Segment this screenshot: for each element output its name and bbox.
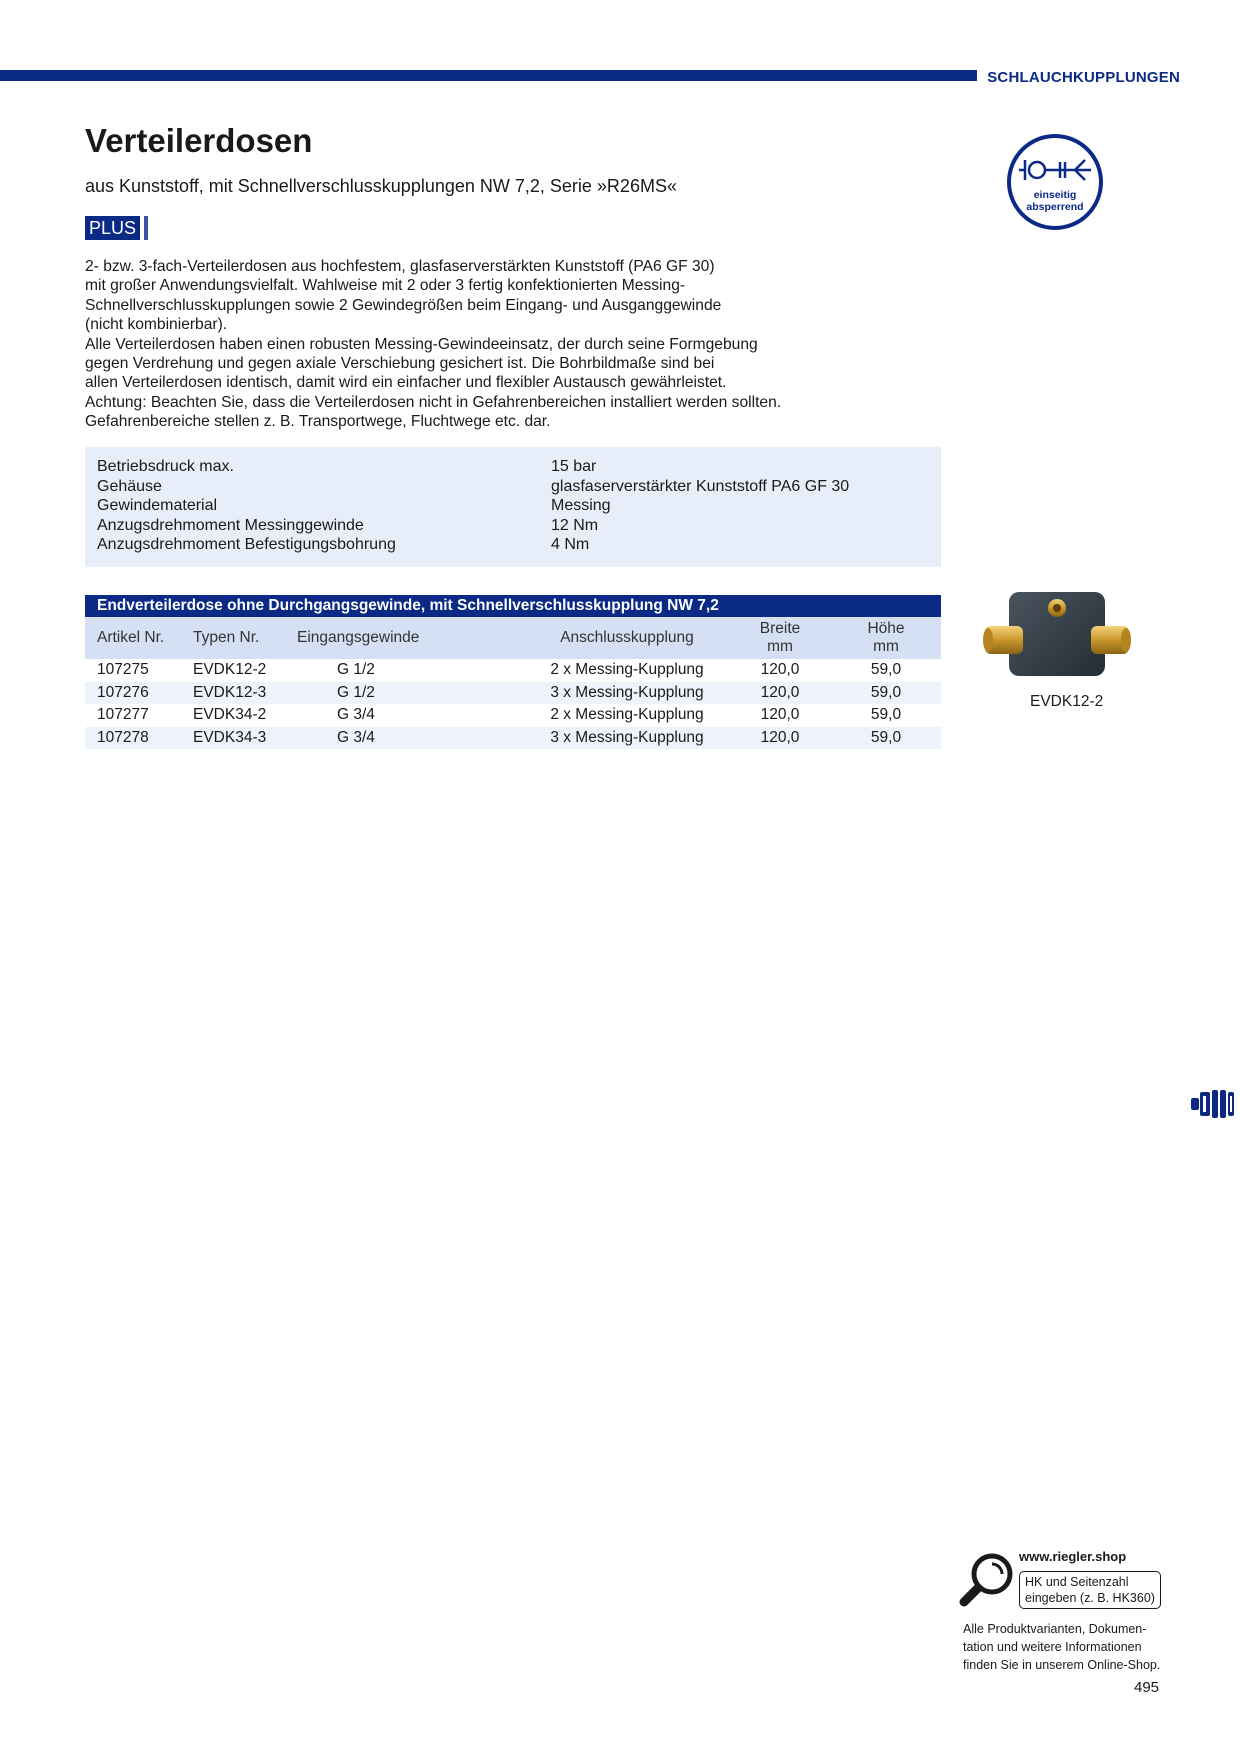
description-line: Gefahrenbereiche stellen z. B. Transportwege, Fluchtwege etc. dar. xyxy=(85,413,551,431)
cell-artikel: 107276 xyxy=(97,683,149,701)
col-artikel: Artikel Nr. xyxy=(97,629,165,646)
spec-label: Gehäuse xyxy=(97,477,162,495)
description-line: Schnellverschlusskupplungen sowie 2 Gewindegrößen beim Eingang- und Ausganggewinde xyxy=(85,296,722,314)
spec-label: Anzugsdrehmoment Befestigungsbohrung xyxy=(97,536,396,553)
col-anschluss: Anschlusskupplung xyxy=(560,629,694,646)
cell-artikel: 107277 xyxy=(97,706,149,724)
col-hoehe-unit: mm xyxy=(873,638,899,655)
spec-row xyxy=(97,457,929,477)
spec-box xyxy=(85,447,941,567)
spec-value: 15 bar xyxy=(551,458,597,475)
section-label: SCHLAUCHKUPPLUNGEN xyxy=(987,69,1180,86)
header-bar xyxy=(0,70,977,81)
shop-info-line: Alle Produktvarianten, Dokumen- xyxy=(963,1622,1147,1636)
description-line: 2- bzw. 3-fach-Verteilerdosen aus hochfestem, glasfaserverstärkten Kunststoff (PA6 GF 30) xyxy=(85,258,715,275)
cell-anschluss: 3 x Messing-Kupplung xyxy=(550,728,704,746)
shop-info-line: finden Sie in unserem Online-Shop. xyxy=(963,1658,1161,1672)
cell-typen: EVDK12-2 xyxy=(193,661,267,679)
shop-url[interactable]: www.riegler.shop xyxy=(1019,1549,1127,1564)
description-line: (nicht kombinierbar). xyxy=(85,316,228,334)
cell-breite: 120,0 xyxy=(760,661,800,679)
description-line: Alle Verteilerdosen haben einen robusten Messing-Gewindeeinsatz, der durch seine Formgebung xyxy=(85,335,758,353)
spec-value: 12 Nm xyxy=(551,516,599,534)
product-table xyxy=(85,595,941,749)
cell-breite: 120,0 xyxy=(760,683,800,701)
spec-row xyxy=(97,496,929,516)
col-eingang: Eingangsgewinde xyxy=(297,629,420,646)
cell-eingang: G 1/2 xyxy=(337,661,375,679)
shop-hint-line: eingeben (z. B. HK360) xyxy=(1025,1591,1155,1605)
table-row xyxy=(85,682,941,705)
cell-hoehe: 59,0 xyxy=(870,661,902,679)
cell-spacer xyxy=(939,727,941,750)
cell-anschluss: 3 x Messing-Kupplung xyxy=(550,683,704,701)
cell-spacer xyxy=(939,659,941,682)
cell-hoehe: 59,0 xyxy=(870,728,902,746)
cell-spacer xyxy=(939,682,941,705)
spec-value: glasfaserverstärkter Kunststoff PA6 GF 30 xyxy=(551,477,850,495)
plus-badge xyxy=(85,216,148,240)
spec-row xyxy=(97,477,929,497)
page-title: Verteilerdosen xyxy=(85,122,313,159)
cell-spacer xyxy=(939,704,941,727)
badge-icon-label-1: einseitig xyxy=(1033,189,1077,201)
page-subtitle: aus Kunststoff, mit Schnellverschlusskupplungen NW 7,2, Serie »R26MS« xyxy=(85,176,677,196)
badge-icon-label-2: absperrend xyxy=(1026,201,1084,213)
spec-label: Betriebsdruck max. xyxy=(97,458,234,475)
table-row xyxy=(85,659,941,682)
cell-typen: EVDK34-2 xyxy=(193,706,267,724)
spec-row xyxy=(97,535,929,555)
page-number: 495 xyxy=(1134,1679,1160,1696)
table-row xyxy=(85,727,941,750)
cell-eingang: G 3/4 xyxy=(337,706,375,724)
cell-eingang: G 1/2 xyxy=(337,683,375,701)
cell-anschluss: 2 x Messing-Kupplung xyxy=(550,661,704,679)
coupling-shutoff-icon xyxy=(1005,132,1105,232)
plus-badge-label: PLUS xyxy=(85,216,140,240)
description-line: allen Verteilerdosen identisch, damit wird ein einfacher und flexibler Austausch gewährleistet. xyxy=(85,374,727,392)
product-image-caption: EVDK12-2 xyxy=(1030,693,1104,710)
col-typen: Typen Nr. xyxy=(193,629,260,646)
col-hoehe-label: Höhe xyxy=(867,620,905,637)
shop-info-line: tation und weitere Informationen xyxy=(963,1640,1142,1654)
description-line: gegen Verdrehung und gegen axiale Verschiebung gesichert ist. Die Bohrbildmaße sind bei xyxy=(85,355,715,373)
spec-row xyxy=(97,516,929,536)
cell-anschluss: 2 x Messing-Kupplung xyxy=(550,706,704,724)
col-hoehe xyxy=(833,617,939,659)
col-spacer xyxy=(939,617,941,659)
table-row xyxy=(85,704,941,727)
spec-label: Anzugsdrehmoment Messinggewinde xyxy=(97,516,364,534)
spec-label: Gewindematerial xyxy=(97,497,218,514)
cell-hoehe: 59,0 xyxy=(870,683,902,701)
cell-artikel: 107275 xyxy=(97,661,149,679)
table-header-row xyxy=(85,617,941,659)
cell-breite: 120,0 xyxy=(760,706,800,724)
spec-value: 4 Nm xyxy=(551,536,590,553)
spec-value: Messing xyxy=(551,497,611,514)
description-line: Achtung: Beachten Sie, dass die Verteilerdosen nicht in Gefahrenbereichen installiert werden sollten. xyxy=(85,393,782,411)
search-icon[interactable] xyxy=(958,1552,1016,1610)
product-description xyxy=(85,257,945,432)
cell-breite: 120,0 xyxy=(760,728,800,746)
variants-table xyxy=(85,617,941,749)
product-image xyxy=(982,588,1132,680)
cell-hoehe: 59,0 xyxy=(870,706,902,724)
description-line: mit großer Anwendungsvielfalt. Wahlweise mit 2 oder 3 fertig konfektionierten Messing- xyxy=(85,277,686,295)
col-breite xyxy=(727,617,833,659)
cell-artikel: 107278 xyxy=(97,728,149,746)
col-breite-label: Breite xyxy=(759,620,801,637)
plus-badge-bar xyxy=(144,216,148,240)
cell-typen: EVDK34-3 xyxy=(193,728,267,746)
shop-hint-line: HK und Seitenzahl xyxy=(1025,1575,1129,1589)
cell-typen: EVDK12-3 xyxy=(193,683,267,701)
hose-coupling-icon[interactable] xyxy=(1189,1088,1235,1118)
table-title: Endverteilerdose ohne Durchgangsgewinde, mit Schnellverschlusskupplung NW 7,2 xyxy=(85,595,941,617)
shop-hint-box xyxy=(1019,1571,1161,1609)
col-breite-unit: mm xyxy=(767,638,793,655)
shop-info xyxy=(963,1620,1183,1674)
cell-eingang: G 3/4 xyxy=(337,728,375,746)
